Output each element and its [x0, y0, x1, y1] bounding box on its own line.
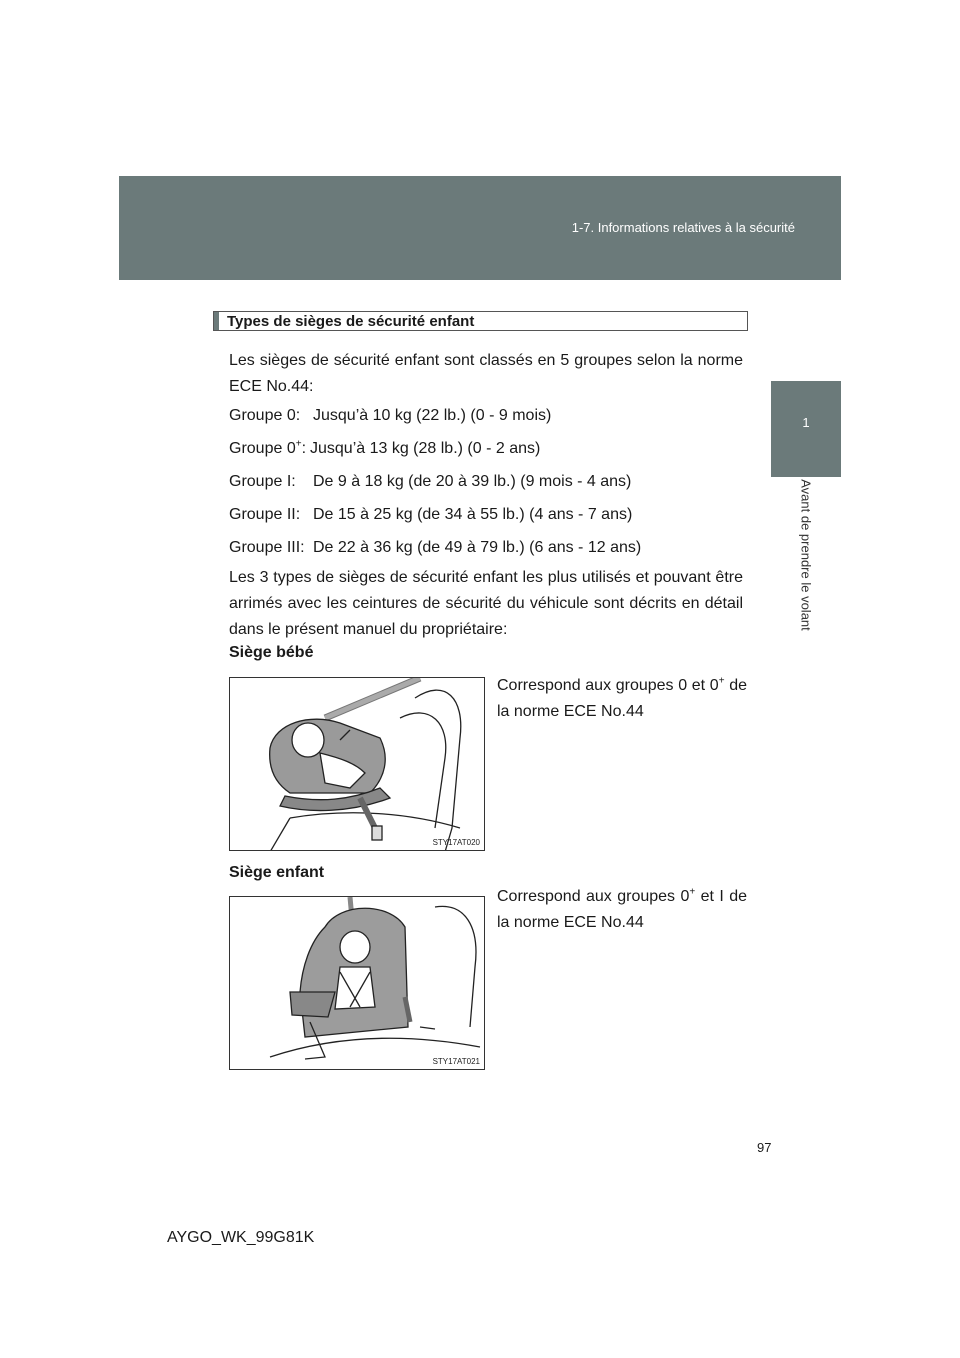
child-seat-illustration — [229, 896, 485, 1070]
heading-accent-bar — [214, 312, 219, 330]
intro-paragraph: Les sièges de sécurité enfant sont classés en 5 groupes selon la norme ECE No.44: — [229, 352, 743, 395]
group-description: Jusqu’à 13 kg (28 lb.) (0 - 2 ans) — [310, 440, 541, 457]
seat-title: Siège bébé — [229, 644, 314, 661]
header-band — [119, 176, 841, 280]
group-description: Jusqu’à 10 kg (22 lb.) (0 - 9 mois) — [313, 407, 552, 424]
heading-title: Types de sièges de sécurité enfant — [227, 313, 475, 330]
chapter-number: 1 — [802, 415, 810, 430]
figure-code: STY17AT020 — [432, 838, 480, 847]
document-code: AYGO_WK_99G81K — [167, 1229, 315, 1246]
group-description: De 22 à 36 kg (de 49 à 79 lb.) (6 ans - 12 ans) — [313, 539, 642, 556]
figure-code: STY17AT021 — [432, 1057, 480, 1066]
group-description: De 15 à 25 kg (de 34 à 55 lb.) (4 ans - 7 ans) — [313, 506, 633, 523]
group-description: De 9 à 18 kg (de 20 à 39 lb.) (9 mois - 4 ans) — [313, 473, 632, 490]
seat-description: Correspond aux groupes 0 et 0+ de la norme ECE No.44 — [497, 675, 747, 720]
seat-description: Correspond aux groupes 0+ et I de la norme ECE No.44 — [497, 886, 748, 931]
section-heading — [213, 311, 748, 331]
group-label: Groupe II: — [229, 506, 301, 523]
summary-paragraph: Les 3 types de sièges de sécurité enfant les plus utilisés et pouvant être arrimés avec les ceintures de sécurité du véhicule sont décrits en détail dans le présent manuel du propriétaire: — [229, 569, 743, 638]
infant-seat-illustration — [229, 677, 485, 851]
chapter-label-text: Avant de prendre le volant — [798, 479, 814, 631]
group-label: Groupe III: — [229, 539, 305, 556]
infant-seat-drawing — [230, 678, 485, 851]
child-seat-drawing — [230, 897, 485, 1070]
section-title: 1-7. Informations relatives à la sécurité — [571, 220, 795, 235]
chapter-tab — [771, 381, 841, 477]
group-label: Groupe 0+: — [229, 438, 307, 457]
page-number: 97 — [757, 1140, 772, 1155]
group-label: Groupe I: — [229, 473, 296, 490]
seat-title: Siège enfant — [229, 864, 325, 881]
group-label: Groupe 0: — [229, 407, 301, 424]
